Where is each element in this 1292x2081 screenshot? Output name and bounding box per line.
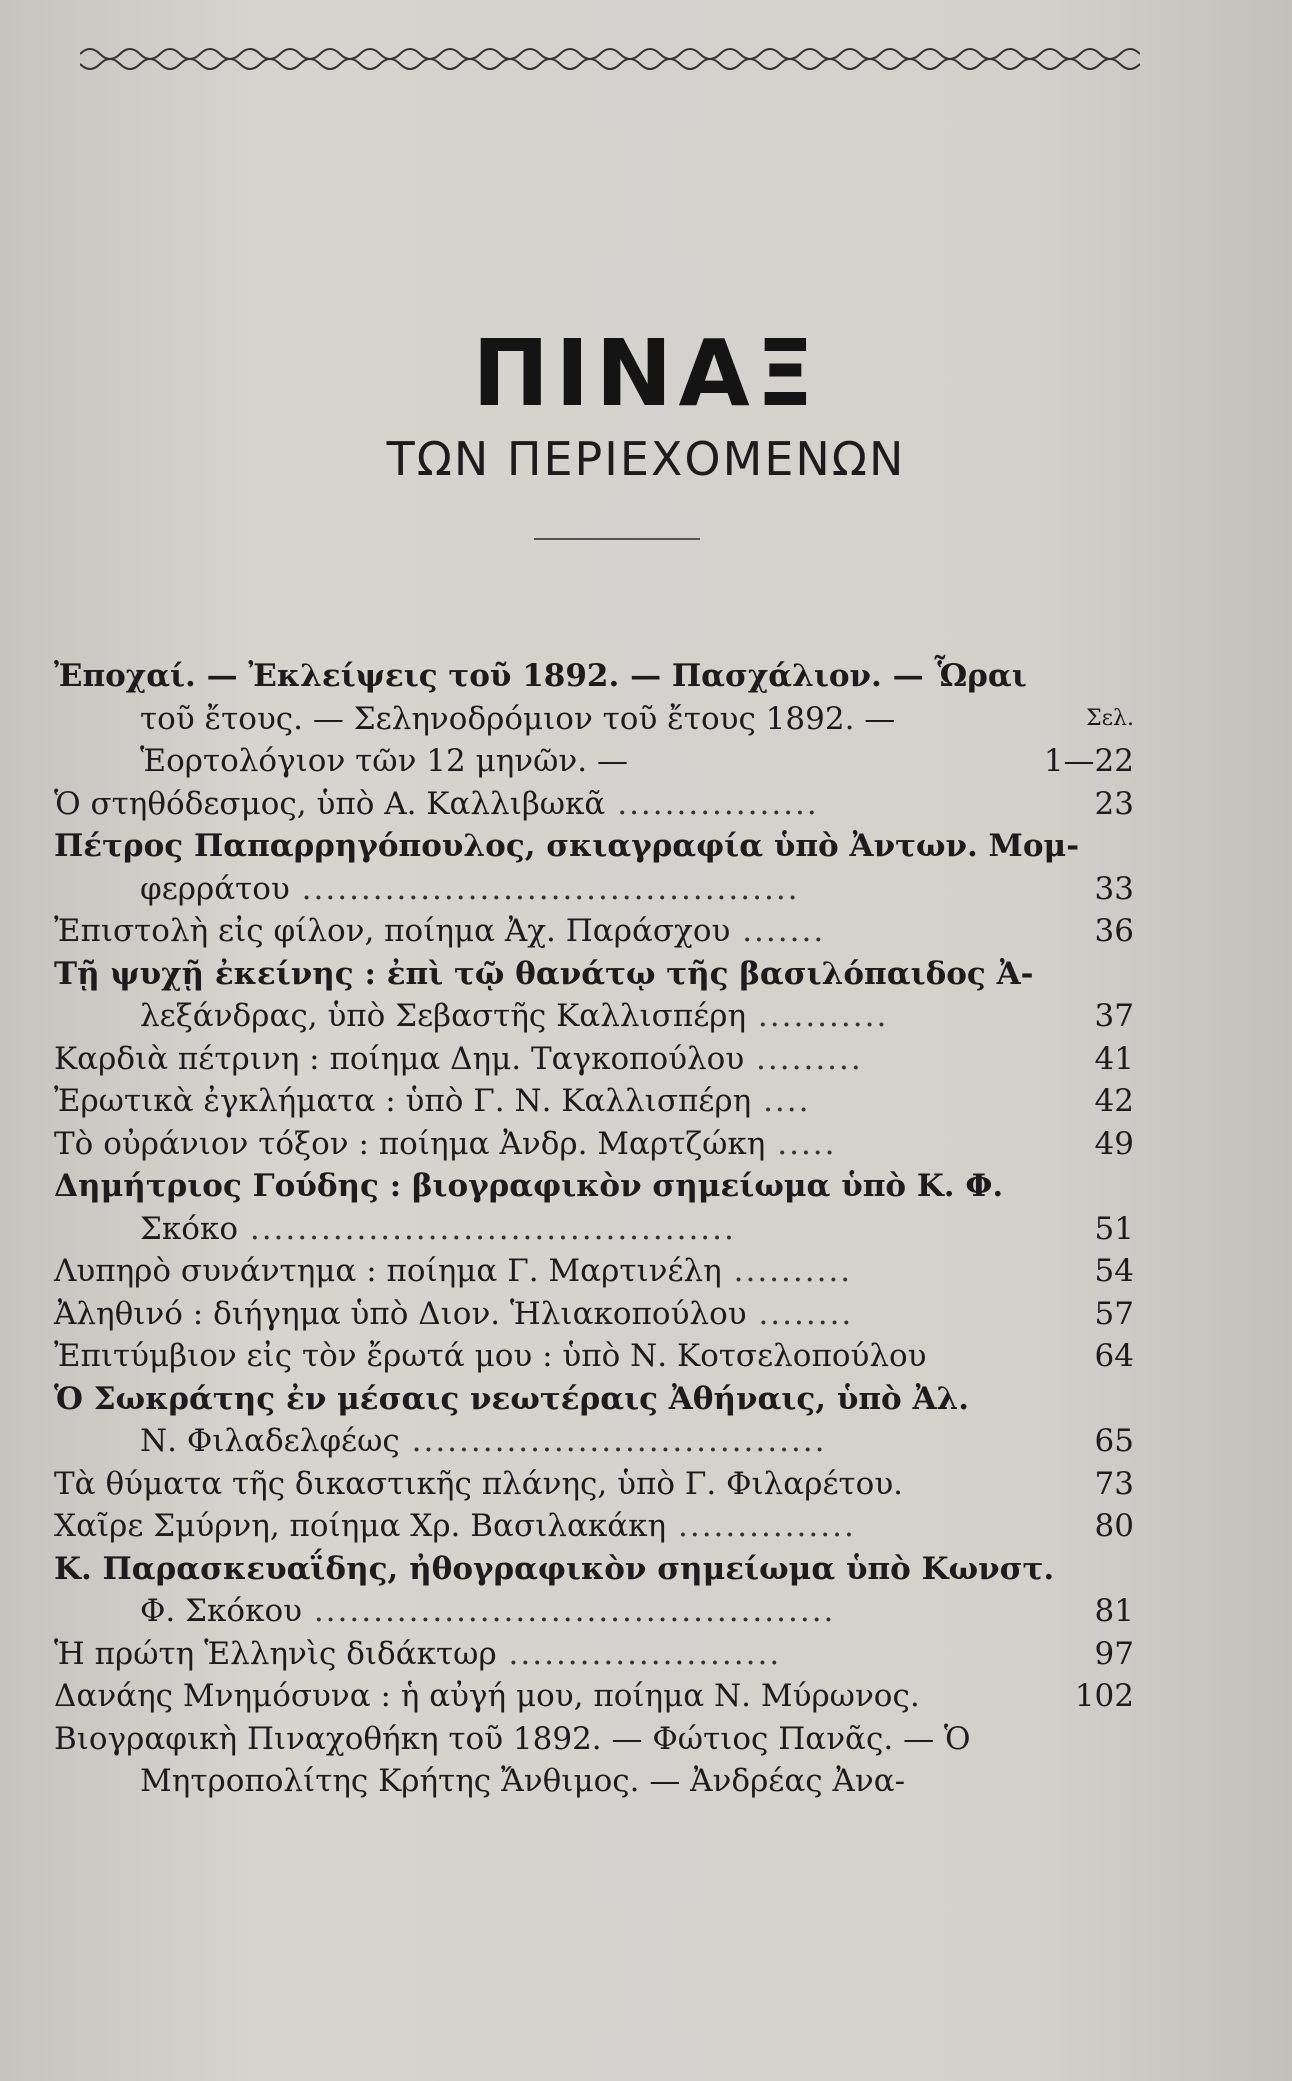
toc-entry-text: Ν. Φιλαδελφέως ...................................	[140, 1423, 827, 1459]
toc-row	[54, 1208, 1134, 1251]
toc-entry-text: Λυπηρὸ συνάντημα : ποίημα Γ. Μαρτινέλη ..........	[54, 1253, 853, 1289]
toc-page-number: 37	[1094, 998, 1134, 1034]
toc-page-number: 73	[1094, 1465, 1134, 1502]
table-of-contents	[54, 655, 1134, 1803]
index-title: ΠΙΝΑΞ	[472, 320, 820, 427]
toc-row	[54, 1335, 1134, 1378]
toc-row	[54, 1378, 1134, 1421]
toc-page-number: 80	[1094, 1508, 1134, 1544]
toc-page-number: 64	[1094, 1338, 1134, 1374]
toc-row	[54, 1718, 1134, 1761]
toc-row	[54, 1633, 1134, 1676]
toc-entry-text: Ἐπιστολὴ εἰς φίλον, ποίημα Ἀχ. Παράσχου .......	[54, 913, 826, 949]
toc-row	[54, 1463, 1134, 1506]
toc-entry-text: Τὰ θύματα τῆς δικαστικῆς πλάνης, ὑπὸ Γ. Φιλαρέτου.	[54, 1465, 904, 1502]
toc-entry-text: λεξάνδρας, ὑπὸ Σεβαστῆς Καλλισπέρη ...........	[140, 998, 889, 1034]
toc-page-number: 51	[1094, 1210, 1134, 1247]
toc-page-number: 1—22	[1043, 743, 1134, 779]
toc-row	[54, 655, 1134, 698]
toc-row	[54, 1123, 1134, 1166]
toc-entry-text: Βιογραφικὴ Πιναχοθήκη τοῦ 1892. — Φώτιος Πανᾶς. — Ὁ	[54, 1720, 971, 1757]
toc-row	[54, 868, 1134, 911]
toc-entry-text: Φ. Σκόκου ............................................	[140, 1593, 836, 1629]
decorative-border-ornament	[80, 40, 1140, 80]
toc-entry-text: Δημήτριος Γούδης : βιογραφικὸν σημείωμα ὑπὸ Κ. Φ.	[54, 1168, 1004, 1204]
toc-row	[54, 783, 1134, 826]
toc-row	[54, 1760, 1134, 1803]
toc-page-number: 102	[1074, 1678, 1134, 1714]
toc-row	[54, 740, 1134, 783]
toc-page-number: 41	[1094, 1040, 1134, 1077]
toc-entry-text: Ἡ πρώτη Ἑλληνὶς διδάκτωρ .......................	[54, 1635, 782, 1672]
toc-row	[54, 910, 1134, 953]
toc-entry-text: Μητροπολίτης Κρήτης Ἄνθιμος. — Ἀνδρέας Ἀνα-	[140, 1763, 906, 1799]
toc-page-number: 23	[1094, 785, 1134, 822]
toc-entry-text: Δανάης Μνημόσυνα : ἡ αὐγή μου, ποίημα Ν. Μύρωνος.	[54, 1678, 920, 1714]
toc-entry-text: Ἑορτολόγιον τῶν 12 μηνῶν. —	[140, 743, 628, 779]
toc-row	[54, 953, 1134, 996]
toc-page-number: 81	[1094, 1593, 1134, 1629]
toc-row	[54, 825, 1134, 868]
toc-row	[54, 1420, 1134, 1463]
toc-row	[54, 1250, 1134, 1293]
toc-row	[54, 1505, 1134, 1548]
toc-page-number: 42	[1094, 1083, 1134, 1119]
toc-row	[54, 1080, 1134, 1123]
toc-entry-text: Τὸ οὐράνιον τόξον : ποίημα Ἀνδρ. Μαρτζώκη .....	[54, 1125, 837, 1162]
index-subtitle: ΤΩΝ ΠΕΡΙΕΧΟΜΕΝΩΝ	[386, 432, 906, 486]
toc-row	[54, 1038, 1134, 1081]
toc-entry-text: Τῇ ψυχῇ ἐκείνης : ἐπὶ τῷ θανάτῳ τῆς βασιλόπαιδος Ἀ-	[54, 955, 1034, 992]
toc-entry-text: Ἀληθινό : διήγημα ὑπὸ Διον. Ἡλιακοπούλου ........	[54, 1295, 854, 1332]
toc-entry-text: φερράτου ..........................................	[140, 870, 800, 907]
toc-page-number: 49	[1094, 1125, 1134, 1162]
toc-page-number: 65	[1094, 1423, 1134, 1459]
toc-row	[54, 1590, 1134, 1633]
toc-entry-text: Ἐρωτικὰ ἐγκλήματα : ὑπὸ Γ. Ν. Καλλισπέρη ....	[54, 1083, 811, 1119]
toc-row	[54, 1548, 1134, 1591]
toc-entry-text: Ἐπιτύμβιον εἰς τὸν ἔρωτά μου : ὑπὸ Ν. Κοτσελοπούλου	[54, 1338, 927, 1374]
toc-row	[54, 995, 1134, 1038]
title-divider	[534, 538, 700, 540]
toc-row	[54, 1293, 1134, 1336]
toc-entry-text: Ὁ στηθόδεσμος, ὑπὸ Α. Καλλιβωκᾶ .................	[54, 785, 819, 822]
toc-page-number: 54	[1094, 1253, 1134, 1289]
toc-page-number: 57	[1094, 1295, 1134, 1332]
toc-page-number: 33	[1094, 870, 1134, 907]
toc-entry-text: Καρδιὰ πέτρινη : ποίημα Δημ. Ταγκοπούλου .........	[54, 1040, 863, 1077]
toc-row	[54, 1675, 1134, 1718]
toc-page-number: 36	[1094, 913, 1134, 949]
toc-entry-text: Πέτρος Παπαρρηγόπουλος, σκιαγραφία ὑπὸ Ἀντων. Μομ-	[54, 828, 1080, 864]
toc-entry-text: Σκόκο .........................................	[140, 1210, 736, 1247]
toc-page-number: 97	[1094, 1635, 1134, 1672]
toc-row	[54, 698, 1134, 741]
toc-entry-text: Κ. Παρασκευαΐδης, ἠθογραφικὸν σημείωμα ὑπὸ Κωνστ.	[54, 1550, 1055, 1587]
toc-entry-text: Ὁ Σωκράτης ἐν μέσαις νεωτέραις Ἀθήναις, ὑπὸ Ἀλ.	[54, 1380, 970, 1417]
toc-row	[54, 1165, 1134, 1208]
toc-entry-text: Ἐποχαί. — Ἐκλείψεις τοῦ 1892. — Πασχάλιον. — Ὧραι	[54, 658, 1027, 694]
toc-entry-text: Χαῖρε Σμύρνη, ποίημα Χρ. Βασιλακάκη ...............	[54, 1508, 856, 1544]
page-column-label: Σελ.	[1086, 705, 1134, 731]
toc-entry-text: τοῦ ἔτους. — Σεληνοδρόμιον τοῦ ἔτους 1892. —	[140, 700, 896, 737]
